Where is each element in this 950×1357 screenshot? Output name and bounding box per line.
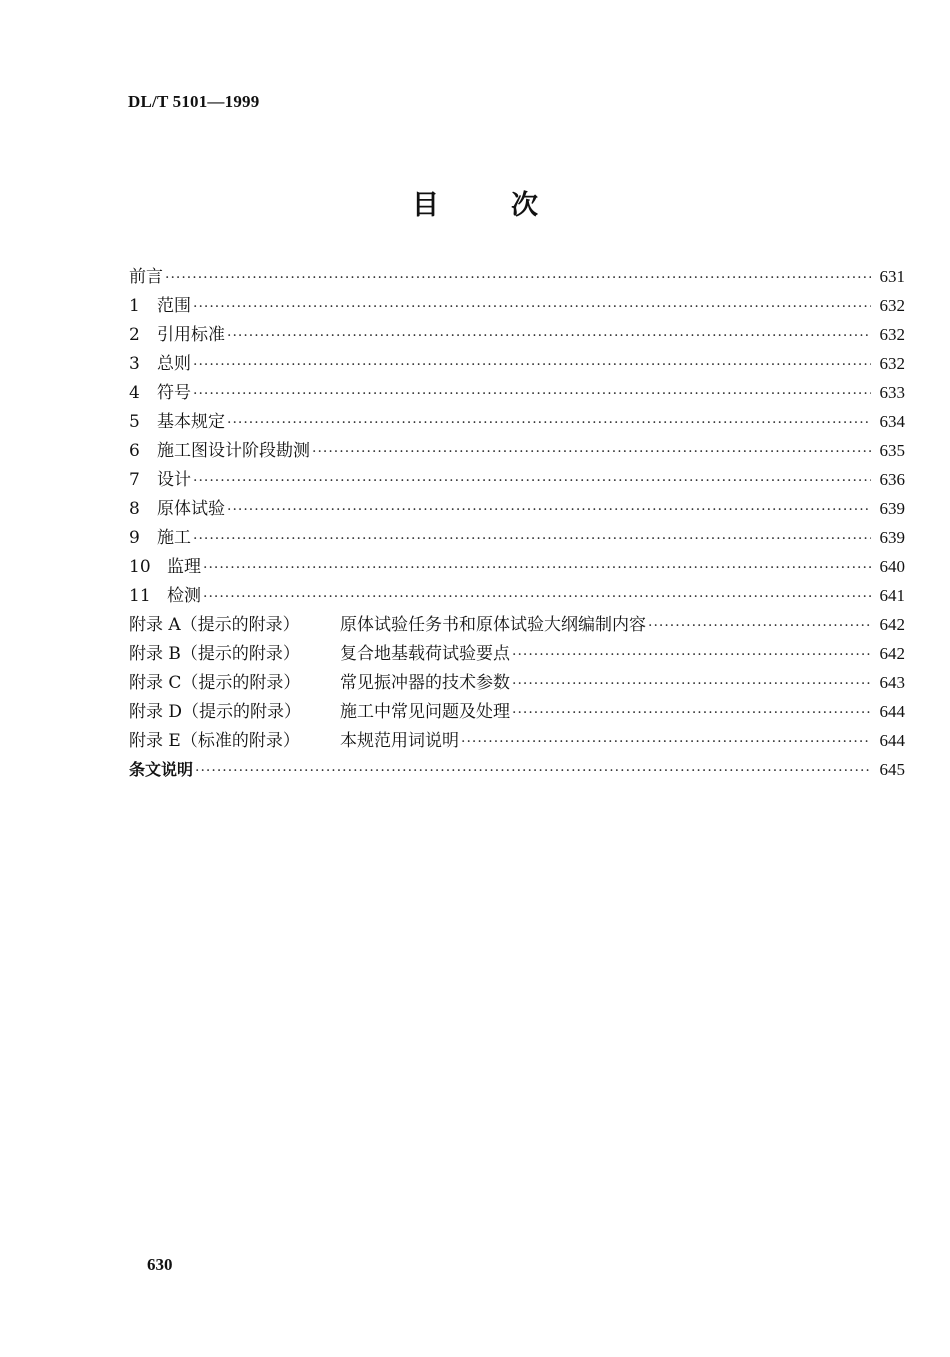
dot-leader <box>193 293 871 322</box>
toc-entry-label: 总则 <box>157 354 191 374</box>
toc-entry-label: 施工图设计阶段勘测 <box>157 441 310 461</box>
dot-leader <box>193 467 871 496</box>
toc-entry-page: 633 <box>879 383 905 402</box>
toc-entry-page: 631 <box>879 267 905 286</box>
toc-entry-number: 8 <box>129 499 140 519</box>
toc-entry-page: 636 <box>879 470 905 489</box>
toc-entry-2[interactable] <box>129 320 905 349</box>
dot-leader <box>203 583 871 612</box>
toc-appendix-label: 附录 E（标准的附录） <box>129 731 300 751</box>
toc-entry-page: 641 <box>879 586 905 605</box>
dot-leader <box>461 728 871 757</box>
dot-leader <box>648 612 871 641</box>
toc-entry-page: 639 <box>879 499 905 518</box>
toc-entry-appendix-e[interactable] <box>129 726 905 755</box>
toc-entry-label: 基本规定 <box>157 412 225 432</box>
toc-entry-appendix-a[interactable] <box>129 610 905 639</box>
dot-leader <box>512 641 871 670</box>
toc-entry-number: 3 <box>129 354 140 374</box>
toc-entry-7[interactable] <box>129 465 905 494</box>
toc-title-char-2: 次 <box>511 190 538 221</box>
toc-entry-label: 引用标准 <box>157 325 225 345</box>
dot-leader <box>512 699 871 728</box>
toc-entry-number: 9 <box>129 528 140 548</box>
dot-leader <box>227 496 871 525</box>
toc-entry-page: 645 <box>879 760 905 779</box>
toc-entry-label: 原体试验任务书和原体试验大纲编制内容 <box>340 615 646 635</box>
toc-entry-page: 642 <box>879 615 905 634</box>
toc-entry-10[interactable] <box>129 552 905 581</box>
toc-entry-page: 642 <box>879 644 905 663</box>
toc-entry-appendix-c[interactable] <box>129 668 905 697</box>
toc-entry-1[interactable] <box>129 291 905 320</box>
toc-entry-label: 监理 <box>167 557 201 577</box>
dot-leader <box>227 322 871 351</box>
dot-leader <box>227 409 871 438</box>
toc-entry-page: 635 <box>879 441 905 460</box>
toc-entry-9[interactable] <box>129 523 905 552</box>
toc-entry-page: 644 <box>879 702 905 721</box>
toc-entry-label: 施工中常见问题及处理 <box>340 702 510 722</box>
dot-leader <box>193 380 871 409</box>
toc-appendix-label: 附录 D（提示的附录） <box>129 702 302 722</box>
toc-entry-number: 2 <box>129 325 140 345</box>
dot-leader <box>512 670 871 699</box>
toc-entry-label: 复合地基载荷试验要点 <box>340 644 510 664</box>
dot-leader <box>203 554 871 583</box>
toc-entry-page: 634 <box>879 412 905 431</box>
toc-appendix-label: 附录 B（提示的附录） <box>129 644 300 664</box>
toc-entry-label: 符号 <box>157 383 191 403</box>
toc-entry-page: 639 <box>879 528 905 547</box>
toc-entry-label: 常见振冲器的技术参数 <box>340 673 510 693</box>
toc-entry-number: 10 <box>129 557 151 577</box>
toc-entry-5[interactable] <box>129 407 905 436</box>
toc-entry-number: 11 <box>129 586 151 606</box>
toc-title <box>0 183 950 222</box>
standard-code-header: DL/T 5101—1999 <box>128 92 260 111</box>
toc-entry-page: 643 <box>879 673 905 692</box>
dot-leader <box>193 525 871 554</box>
toc-entry-number: 7 <box>129 470 140 490</box>
toc-entry-number: 1 <box>129 296 140 316</box>
toc-entry-6[interactable] <box>129 436 905 465</box>
dot-leader <box>165 264 871 293</box>
toc-entry-page: 640 <box>879 557 905 576</box>
toc-entry-clause-explanation[interactable] <box>129 755 905 784</box>
toc-list <box>129 262 905 784</box>
toc-entry-page: 632 <box>879 296 905 315</box>
toc-entry-label: 检测 <box>167 586 201 606</box>
toc-entry-appendix-d[interactable] <box>129 697 905 726</box>
toc-entry-8[interactable] <box>129 494 905 523</box>
toc-entry-page: 632 <box>879 325 905 344</box>
toc-entry-label: 本规范用词说明 <box>340 731 459 751</box>
toc-entry-preface[interactable] <box>129 262 905 291</box>
toc-entry-number: 5 <box>129 412 140 432</box>
toc-entry-label: 设计 <box>157 470 191 490</box>
toc-entry-number: 4 <box>129 383 140 403</box>
toc-entry-label: 范围 <box>157 296 191 316</box>
toc-title-char-1: 目 <box>412 190 439 221</box>
dot-leader <box>195 757 871 786</box>
page-number: 630 <box>147 1255 173 1274</box>
dot-leader <box>193 351 871 380</box>
toc-entry-11[interactable] <box>129 581 905 610</box>
toc-entry-page: 632 <box>879 354 905 373</box>
dot-leader <box>312 438 871 467</box>
toc-appendix-label: 附录 A（提示的附录） <box>129 615 300 635</box>
toc-entry-label: 前言 <box>129 267 163 287</box>
toc-entry-label: 施工 <box>157 528 191 548</box>
toc-entry-label: 条文说明 <box>129 760 194 779</box>
toc-appendix-label: 附录 C（提示的附录） <box>129 673 301 693</box>
toc-entry-3[interactable] <box>129 349 905 378</box>
toc-entry-label: 原体试验 <box>157 499 225 519</box>
toc-entry-number: 6 <box>129 441 140 461</box>
toc-entry-page: 644 <box>879 731 905 750</box>
toc-entry-appendix-b[interactable] <box>129 639 905 668</box>
toc-entry-4[interactable] <box>129 378 905 407</box>
